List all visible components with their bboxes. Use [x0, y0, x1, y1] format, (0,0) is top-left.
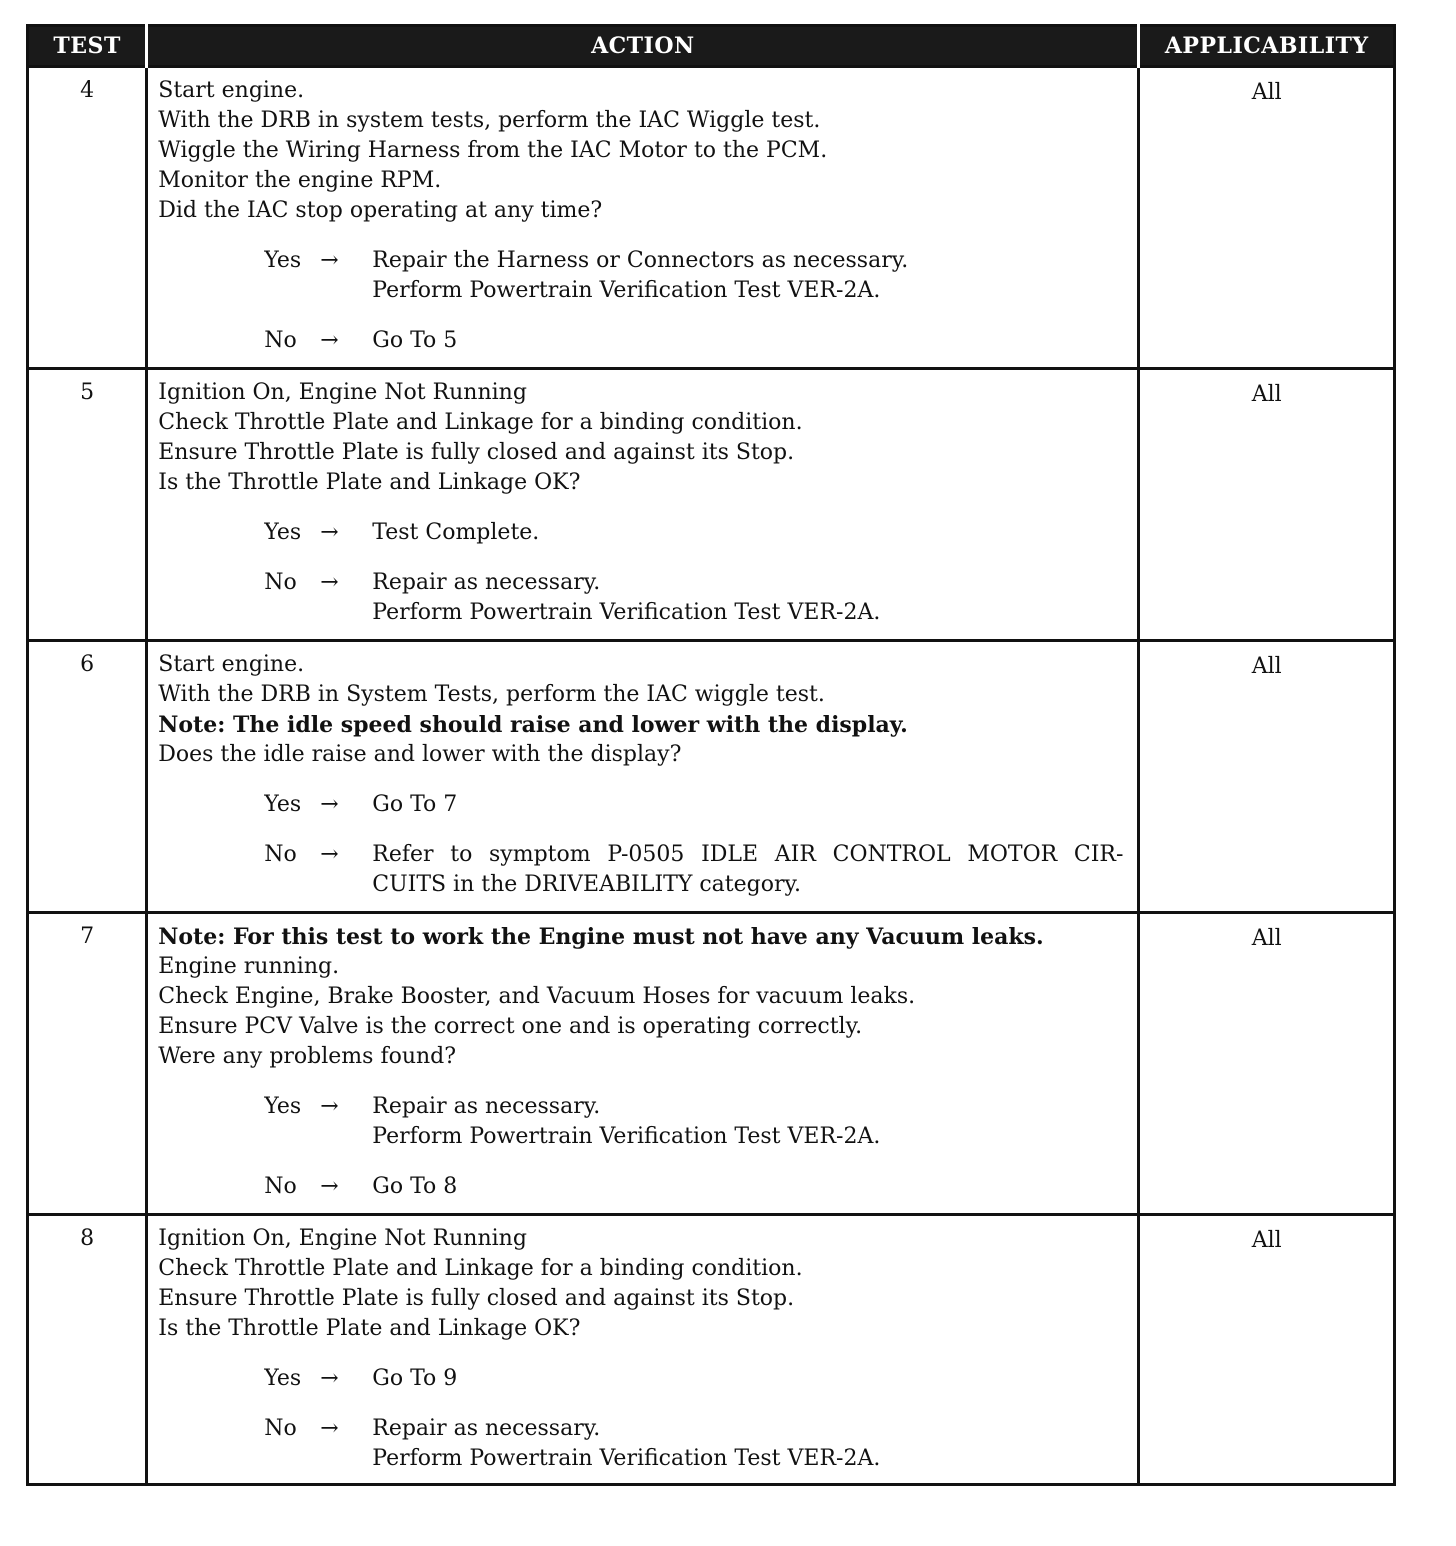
outcome-result — [372, 840, 1127, 900]
applicability-value: All — [1139, 641, 1395, 913]
action-cell — [147, 67, 1139, 369]
outcome-answer: No — [264, 842, 297, 867]
action-step: Start engine. — [158, 652, 305, 677]
action-step: Check Throttle Plate and Linkage for a binding condition. — [158, 1256, 803, 1281]
outcome-result-line: Go To 5 — [372, 328, 458, 353]
outcome-result-line: Go To 8 — [372, 1174, 458, 1199]
outcome-result-line: Repair as necessary. — [372, 1094, 601, 1119]
action-step: Start engine. — [158, 78, 305, 103]
arrow-right-icon: → — [320, 1174, 339, 1199]
applicability-value: All — [1139, 369, 1395, 641]
arrow-right-icon: → — [320, 842, 339, 867]
outcome-result-line: CUITS in the DRIVEABILITY category. — [372, 872, 801, 897]
outcome-yes — [264, 1364, 1127, 1394]
arrow-right-icon: → — [320, 792, 339, 817]
action-cell — [147, 369, 1139, 641]
outcome-result-line: Repair as necessary. — [372, 1416, 601, 1441]
action-step: Check Engine, Brake Booster, and Vacuum Hoses for vacuum leaks. — [158, 984, 916, 1009]
outcome-answer: Yes — [264, 520, 302, 545]
action-step: Is the Throttle Plate and Linkage OK? — [158, 1316, 581, 1341]
action-step: Monitor the engine RPM. — [158, 168, 442, 193]
outcome-result — [372, 518, 1127, 548]
table-row — [28, 1215, 1395, 1485]
test-number: 6 — [28, 641, 147, 913]
action-step: Check Throttle Plate and Linkage for a binding condition. — [158, 410, 803, 435]
outcome-result-line: Refer to symptom P-0505 IDLE AIR CONTROL MOTOR CIR- — [372, 842, 1124, 867]
outcome-result-line: Perform Powertrain Verification Test VER-2A. — [372, 1124, 881, 1149]
outcome-answer: No — [264, 1416, 297, 1441]
table-row — [28, 913, 1395, 1215]
action-step: Ignition On, Engine Not Running — [158, 1226, 527, 1251]
outcome-answer: No — [264, 328, 297, 353]
outcome-no — [264, 568, 1127, 628]
table-row — [28, 369, 1395, 641]
arrow-right-icon: → — [320, 328, 339, 353]
action-cell — [147, 641, 1139, 913]
applicability-value: All — [1139, 913, 1395, 1215]
outcome-result — [372, 326, 1127, 356]
outcome-result-line: Go To 7 — [372, 792, 458, 817]
action-step: With the DRB in system tests, perform the IAC Wiggle test. — [158, 108, 821, 133]
outcome-answer: Yes — [264, 792, 302, 817]
outcome-result-line: Perform Powertrain Verification Test VER-2A. — [372, 600, 881, 625]
table-header — [28, 26, 1395, 67]
action-step: Is the Throttle Plate and Linkage OK? — [158, 470, 581, 495]
action-step: Ensure Throttle Plate is fully closed and against its Stop. — [158, 440, 795, 465]
applicability-value: All — [1139, 67, 1395, 369]
arrow-right-icon: → — [320, 520, 339, 545]
arrow-right-icon: → — [320, 1366, 339, 1391]
action-cell — [147, 913, 1139, 1215]
table-row — [28, 641, 1395, 913]
action-step: Ignition On, Engine Not Running — [158, 380, 527, 405]
action-step: Wiggle the Wiring Harness from the IAC Motor to the PCM. — [158, 138, 828, 163]
outcome-no — [264, 326, 1127, 356]
action-step: Were any problems found? — [158, 1044, 457, 1069]
test-number: 5 — [28, 369, 147, 641]
header-test: TEST — [28, 26, 147, 67]
outcome-result — [372, 1092, 1127, 1152]
outcome-result — [372, 246, 1127, 306]
outcome-result — [372, 1414, 1127, 1474]
header-action: ACTION — [147, 26, 1139, 67]
diagnostic-test-table — [26, 24, 1396, 1486]
action-step: Engine running. — [158, 954, 340, 979]
outcome-answer: Yes — [264, 248, 302, 273]
outcome-yes — [264, 246, 1127, 306]
outcome-answer: No — [264, 570, 297, 595]
action-step: Ensure PCV Valve is the correct one and is operating correctly. — [158, 1014, 863, 1039]
test-number: 4 — [28, 67, 147, 369]
outcome-answer: Yes — [264, 1094, 302, 1119]
outcome-result — [372, 790, 1127, 820]
outcome-yes — [264, 518, 1127, 548]
applicability-value: All — [1139, 1215, 1395, 1485]
action-step: Did the IAC stop operating at any time? — [158, 198, 603, 223]
test-number: 8 — [28, 1215, 147, 1485]
arrow-right-icon: → — [320, 1094, 339, 1119]
action-note: Note: The idle speed should raise and lower with the display. — [158, 712, 908, 738]
action-note: Note: For this test to work the Engine must not have any Vacuum leaks. — [158, 924, 1044, 950]
test-number: 7 — [28, 913, 147, 1215]
outcome-result — [372, 1172, 1127, 1202]
action-cell — [147, 1215, 1139, 1485]
arrow-right-icon: → — [320, 248, 339, 273]
outcome-result — [372, 568, 1127, 628]
outcome-result-line: Perform Powertrain Verification Test VER-2A. — [372, 1446, 881, 1471]
outcome-yes — [264, 1092, 1127, 1152]
outcome-result-line: Test Complete. — [372, 520, 540, 545]
header-applicability: APPLICABILITY — [1139, 26, 1395, 67]
outcome-no — [264, 1172, 1127, 1202]
outcome-no — [264, 840, 1127, 900]
outcome-result-line: Go To 9 — [372, 1366, 458, 1391]
arrow-right-icon: → — [320, 570, 339, 595]
table-row — [28, 67, 1395, 369]
arrow-right-icon: → — [320, 1416, 339, 1441]
outcome-result-line: Repair as necessary. — [372, 570, 601, 595]
outcome-no — [264, 1414, 1127, 1474]
action-step: Does the idle raise and lower with the display? — [158, 742, 682, 767]
outcome-result-line: Repair the Harness or Connectors as necessary. — [372, 248, 909, 273]
outcome-answer: Yes — [264, 1366, 302, 1391]
action-step: Ensure Throttle Plate is fully closed and against its Stop. — [158, 1286, 795, 1311]
action-step: With the DRB in System Tests, perform the IAC wiggle test. — [158, 682, 825, 707]
outcome-answer: No — [264, 1174, 297, 1199]
outcome-result — [372, 1364, 1127, 1394]
outcome-result-line: Perform Powertrain Verification Test VER-2A. — [372, 278, 881, 303]
table-body — [28, 67, 1395, 1485]
outcome-yes — [264, 790, 1127, 820]
